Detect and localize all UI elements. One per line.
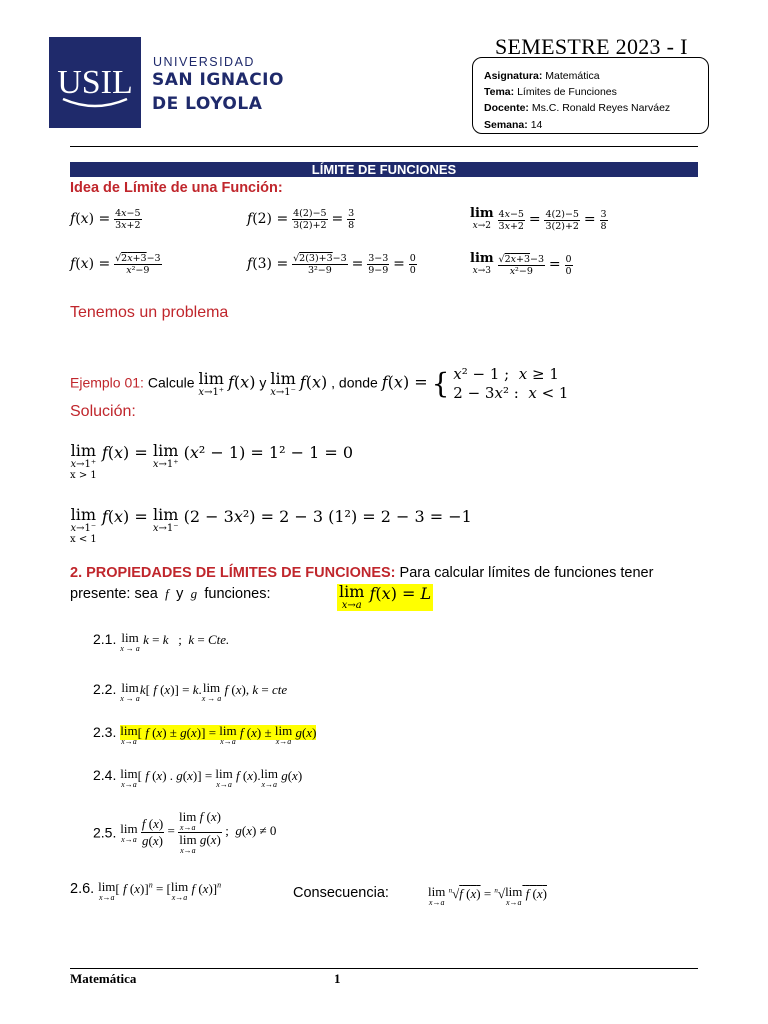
example-01: Ejemplo 01: Calcule lim x→1⁺ f(x) y lim x→1⁻ f(x) , donde f(x) = { x² − 1 ; x ≥ 1 2 − 3x² : x < 1 — [70, 365, 569, 402]
formula-f-2: f(2) = $\frac{4(2)-5}{3(2)+2}$ = $\frac{3}{8}$ — [247, 208, 355, 231]
course-info-box — [472, 57, 709, 134]
solution-right-limit: lim x→1⁺ x > 1 f(x) = lim x→1⁺ (x² − 1) = 1² − 1 = 0 — [70, 441, 354, 481]
formula-limit-x-3: lim x→3 $\frac{√2x+3-3}{\text{x²−9}}$ = $\frac{0}{0}$ — [470, 251, 572, 277]
university-name-line1: SAN IGNACIO — [152, 70, 284, 90]
properties-heading: 2. PROPIEDADES DE LÍMITES DE FUNCIONES: — [70, 565, 396, 581]
info-tema: Tema: Límites de Funciones — [484, 86, 617, 99]
problem-statement: Tenemos un problema — [70, 304, 229, 321]
info-asignatura: Asignatura: Matemática — [484, 70, 600, 82]
university-name-small: UNIVERSIDAD — [153, 55, 255, 69]
formula-f-3: f(3) = $\frac{√2(3)+3-3}{\text{3²−9}}$ = $\frac{3-3}{9-9}$ = $\frac{0}{0}$ — [247, 253, 416, 276]
formula-f-x-1: f(x) = $\frac{4x-5}{3x+2}$ — [70, 208, 141, 231]
property-2-1: 2.1. lim x → a k = k ; k = Cte. — [93, 630, 230, 653]
section-title-bar: LÍMITE DE FUNCIONES — [70, 162, 698, 177]
consequence-label: Consecuencia: — [293, 885, 389, 901]
example-calcule: Calcule — [147, 374, 195, 391]
logo-text: USIL — [57, 64, 133, 101]
footer-subject: Matemática — [70, 971, 137, 986]
properties-intro-line2: presente: sea f y g funciones: — [70, 586, 271, 602]
formula-f-x-2: f(x) = $\frac{√2x+3-3}{\text{x²−9}}$ — [70, 253, 161, 276]
info-semana: Semana: 14 — [484, 118, 543, 131]
properties-limit-highlight: lim x→a f(x) = L — [339, 582, 432, 611]
header-divider — [70, 146, 698, 147]
university-name-line2: DE LOYOLA — [152, 94, 263, 114]
example-y: y — [259, 374, 267, 391]
info-docente: Docente: Ms.C. Ronald Reyes Narváez — [484, 102, 671, 115]
semester-title: SEMESTRE 2023 - I — [495, 34, 688, 59]
university-logo — [49, 37, 141, 128]
consequence-formula: lim x→a $^n$√f (x) = $^n$√ lim x→a f (x) — [428, 884, 547, 907]
solution-label: Solución: — [70, 403, 136, 420]
properties-heading-line — [70, 565, 698, 581]
example-donde: , donde — [331, 374, 378, 391]
page-number: 1 — [334, 971, 341, 986]
solution-left-limit: lim x→1⁻ x < 1 f(x) = lim x→1⁻ (2 − 3x²) = 2 − 3 (1²) = 2 − 3 = −1 — [70, 505, 472, 545]
property-2-6: 2.6. lim x→a [ f (x)]$^n$ = [ lim x→a f (x)]$^n$ — [70, 879, 222, 902]
property-2-3: 2.3. lim x→a [ f (x) ± g(x)] = lim x→a f (x) ± lim x→a g(x) — [93, 723, 317, 746]
property-2-5: 2.5. lim x→a $\frac{f (x)}{g(x)}$ = lim x→a f (x) lim x→a g(x) ; g(x) ≠ 0 — [93, 809, 277, 855]
footer-divider — [70, 968, 698, 969]
property-2-4: 2.4. lim x→a [ f (x) . g(x)] = lim x→a f (x). lim x→a g(x) — [93, 766, 303, 789]
example-label: Ejemplo 01: — [70, 374, 144, 391]
property-2-2: 2.2. lim x → a k[ f (x)] = k. lim x → a f (x), k = cte — [93, 680, 288, 703]
properties-intro: Para calcular límites de funciones tener — [399, 565, 654, 581]
formula-limit-x-2: lim x→2 $\frac{4x-5}{3x+2}$ = $\frac{4(2)-5}{3(2)+2}$ = $\frac{3}{8}$ — [470, 206, 607, 232]
section-subtitle: Idea de Límite de una Función: — [70, 180, 283, 196]
